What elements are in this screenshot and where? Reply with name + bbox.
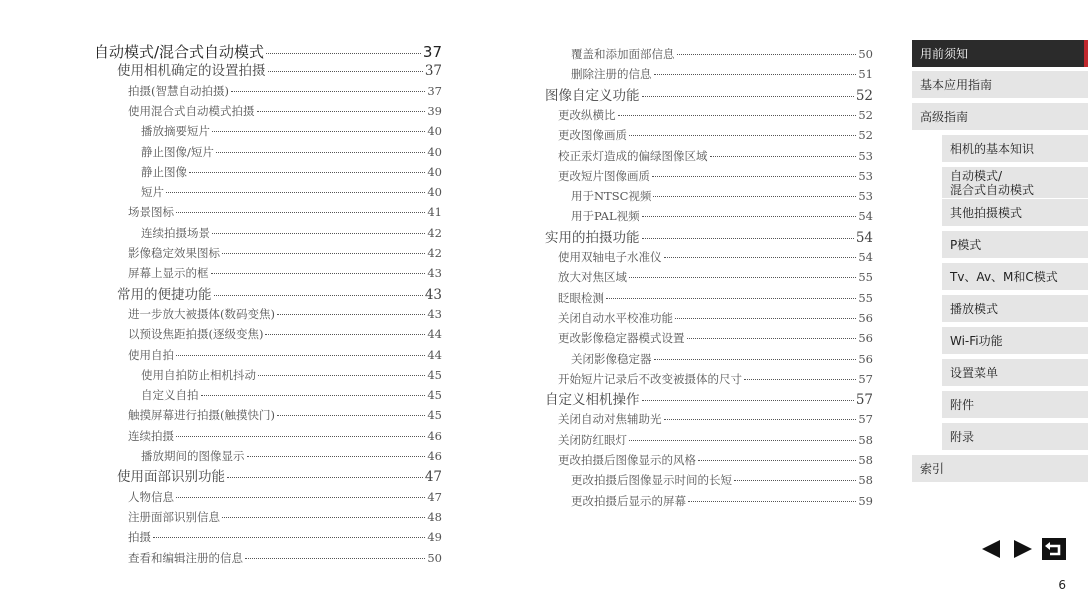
toc-page-number: 54 [858, 250, 873, 264]
toc-page-number: 54 [855, 229, 873, 246]
toc-entry-title: 覆盖和添加面部信息 [571, 47, 675, 61]
dot-leader [222, 517, 425, 518]
dot-leader [652, 176, 856, 177]
page-navigation [980, 538, 1066, 562]
sidebar-tab-label: 附件 [950, 397, 975, 412]
toc-entry-title: 删除注册的信息 [571, 67, 652, 82]
sidebar-tab-label: 相机的基本知识 [950, 141, 1035, 156]
toc-page-number: 40 [427, 124, 442, 139]
sidebar-tab-label: Wi-Fi功能 [950, 333, 1003, 348]
toc-entry[interactable] [94, 306, 442, 321]
toc-entry[interactable] [545, 351, 873, 366]
sidebar-tab[interactable] [942, 135, 1088, 162]
sidebar-tab[interactable] [912, 71, 1088, 98]
dot-leader [698, 460, 856, 461]
toc-entry[interactable] [545, 148, 873, 163]
sidebar-tab[interactable] [942, 199, 1088, 226]
toc-entry[interactable] [94, 286, 442, 303]
next-page-icon[interactable] [1012, 538, 1034, 564]
dot-leader [629, 277, 856, 278]
toc-entry[interactable] [545, 272, 873, 284]
toc-page-number: 37 [424, 63, 442, 80]
toc-entry-title: 触摸屏幕进行拍摄(触摸快门) [128, 408, 275, 423]
toc-entry[interactable] [545, 371, 873, 386]
sidebar-tab[interactable] [912, 455, 1088, 482]
toc-entry-title: 自动模式/混合式自动模式 [94, 43, 265, 61]
dot-leader [687, 338, 857, 339]
toc-entry-title: 人物信息 [128, 489, 174, 504]
toc-entry[interactable] [94, 471, 442, 485]
dot-leader [216, 152, 425, 153]
dot-leader [642, 216, 857, 217]
dot-leader [268, 71, 423, 72]
toc-entry[interactable] [94, 410, 442, 422]
prev-page-icon[interactable] [980, 538, 1002, 564]
toc-entry[interactable] [94, 532, 442, 544]
toc-entry-title: 自定义自拍 [141, 388, 199, 403]
toc-entry-title: 使用自拍 [128, 347, 174, 362]
toc-entry-title: 播放摘要短片 [141, 124, 210, 139]
toc-page-number: 56 [858, 351, 873, 366]
dot-leader [227, 477, 423, 478]
toc-entry-title: 连续拍摄场景 [141, 225, 210, 240]
toc-page-number: 42 [427, 225, 442, 240]
toc-entry[interactable] [545, 211, 873, 223]
dot-leader [654, 359, 857, 360]
toc-page-number: 56 [858, 310, 873, 325]
sidebar-tab[interactable] [912, 103, 1088, 130]
toc-entry[interactable] [94, 428, 442, 443]
toc-entry[interactable] [94, 126, 442, 138]
toc-entry-title: 更改图像画质 [558, 128, 627, 143]
dot-leader [153, 537, 425, 538]
toc-entry-title: 静止图像/短片 [141, 144, 214, 159]
toc-entry-title: 自定义相机操作 [545, 392, 640, 409]
sidebar-tab[interactable] [942, 295, 1088, 322]
toc-page-number: 58 [858, 473, 873, 488]
toc-entry[interactable] [545, 191, 873, 203]
dot-leader [642, 238, 854, 239]
toc-page-number: 57 [858, 412, 873, 427]
dot-leader [212, 233, 425, 234]
dot-leader [176, 355, 425, 356]
sidebar-tab[interactable] [942, 423, 1088, 450]
dot-leader [189, 172, 425, 173]
sidebar-tab[interactable] [942, 327, 1088, 354]
dot-leader [606, 298, 856, 299]
toc-entry-title: 影像稳定效果图标 [128, 246, 220, 260]
dot-leader [277, 415, 425, 416]
toc-entry-title: 校正汞灯造成的偏绿图像区域 [558, 148, 708, 163]
toc-entry-title: 开始短片记录后不改变被摄体的尺寸 [558, 371, 742, 386]
toc-entry-title: 查看和编辑注册的信息 [128, 550, 243, 565]
toc-entry-title: 图像自定义功能 [545, 87, 640, 104]
toc-entry-title: 常用的便捷功能 [117, 286, 212, 303]
dot-leader [688, 501, 856, 502]
toc-entry[interactable] [545, 49, 873, 61]
toc-entry-title: 放大对焦区域 [558, 270, 627, 285]
toc-entry[interactable] [545, 493, 873, 508]
toc-entry-title: 更改拍摄后图像显示时间的长短 [571, 473, 732, 488]
toc-entry-title: 关闭自动水平校准功能 [558, 310, 673, 325]
dot-leader [176, 436, 425, 437]
toc-entry-title: 连续拍摄 [128, 428, 174, 443]
page-number: 6 [1058, 578, 1066, 592]
return-icon[interactable] [1042, 538, 1066, 564]
toc-entry[interactable] [545, 252, 873, 264]
dot-leader [744, 379, 856, 380]
toc-entry[interactable] [94, 390, 442, 402]
toc-entry[interactable] [94, 550, 442, 565]
dot-leader [176, 497, 425, 498]
toc-page-number: 41 [427, 205, 442, 220]
toc-entry[interactable] [94, 45, 442, 60]
toc-page-number: 55 [858, 290, 873, 305]
toc-entry-title: 更改拍摄后图像显示的风格 [558, 453, 696, 467]
sidebar-tab[interactable] [942, 263, 1088, 290]
dot-leader [257, 111, 426, 112]
toc-page-number: 57 [858, 371, 873, 386]
dot-leader [266, 53, 421, 54]
toc-entry[interactable] [94, 248, 442, 260]
toc-page-number: 37 [427, 83, 442, 98]
toc-page-number: 40 [427, 144, 442, 159]
toc-page-number: 45 [427, 408, 442, 423]
toc-page-number: 46 [427, 428, 442, 443]
dot-leader [642, 96, 854, 97]
toc-entry[interactable] [94, 451, 442, 463]
sidebar-tab-label: 设置菜单 [950, 365, 999, 380]
toc-page-number: 59 [858, 493, 873, 508]
dot-leader [629, 440, 856, 441]
dot-leader [653, 196, 856, 197]
toc-page-number: 58 [858, 453, 873, 467]
toc-entry-title: 关闭自动对焦辅助光 [558, 412, 662, 427]
toc-page-number: 42 [427, 246, 442, 260]
toc-entry[interactable] [94, 509, 442, 524]
sidebar-tab[interactable] [942, 167, 1088, 198]
toc-entry[interactable] [94, 187, 442, 199]
toc-page-number: 47 [427, 489, 442, 504]
dot-leader [245, 558, 425, 559]
toc-entry[interactable] [94, 347, 442, 362]
toc-page-number: 43 [424, 286, 442, 303]
toc-entry-title: 实用的拍摄功能 [545, 229, 640, 246]
sidebar-tab[interactable] [942, 359, 1088, 386]
dot-leader [277, 314, 425, 315]
toc-page-number: 44 [427, 327, 442, 342]
toc-entry[interactable] [94, 144, 442, 159]
dot-leader [642, 400, 854, 401]
toc-entry-title: 播放期间的图像显示 [141, 449, 245, 463]
toc-page-number: 53 [858, 148, 873, 163]
toc-page-number: 37 [422, 43, 442, 61]
dot-leader [166, 192, 425, 193]
toc-entry[interactable] [94, 268, 442, 280]
toc-entry-title: 静止图像 [141, 164, 187, 179]
toc-entry-title: 短片 [141, 185, 164, 200]
toc-entry[interactable] [94, 207, 442, 219]
toc-entry-title: 屏幕上显示的框 [128, 266, 209, 281]
toc-page-number: 45 [427, 367, 442, 382]
toc-entry-title: 进一步放大被摄体(数码变焦) [128, 306, 275, 321]
toc-entry-title: 更改影像稳定器模式设置 [558, 331, 685, 346]
toc-entry[interactable] [94, 329, 442, 341]
toc-entry[interactable] [545, 69, 873, 81]
toc-entry[interactable] [94, 103, 442, 118]
dot-leader [231, 91, 425, 92]
dot-leader [677, 54, 857, 55]
dot-leader [247, 456, 426, 457]
toc-entry[interactable] [545, 290, 873, 305]
dot-leader [176, 212, 425, 213]
toc-entry-title: 使用面部识别功能 [117, 469, 225, 486]
toc-page-number: 40 [427, 164, 442, 179]
toc-entry[interactable] [545, 107, 873, 122]
sidebar-tab-label: 索引 [920, 461, 945, 476]
dot-leader [265, 334, 425, 335]
sidebar-tab-label: 基本应用指南 [920, 77, 993, 92]
sidebar-tab-label: 用前须知 [920, 46, 969, 61]
toc-entry[interactable] [94, 489, 442, 504]
dot-leader [664, 257, 857, 258]
toc-page-number: 47 [424, 469, 442, 486]
toc-entry-title: 拍摄 [128, 530, 151, 545]
sidebar-tab[interactable] [942, 391, 1088, 418]
dot-leader [211, 273, 426, 274]
dot-leader [664, 419, 857, 420]
toc-page-number: 53 [858, 168, 873, 183]
toc-entry[interactable] [545, 229, 873, 246]
dot-leader [710, 156, 857, 157]
sidebar-tab-label: 高级指南 [920, 109, 969, 124]
sidebar-tab[interactable] [912, 40, 1088, 67]
dot-leader [258, 375, 425, 376]
toc-entry-title: 以预设焦距拍摄(逐级变焦) [128, 327, 264, 342]
toc-page-number: 52 [858, 107, 873, 122]
sidebar-tab-label: 自动模式/ 混合式自动模式 [950, 168, 1035, 197]
dot-leader [212, 131, 425, 132]
toc-entry-title: 更改短片图像画质 [558, 168, 650, 183]
sidebar-tab-label: 播放模式 [950, 301, 999, 316]
dot-leader [222, 253, 425, 254]
toc-page-number: 50 [427, 550, 442, 565]
toc-page-number: 49 [427, 530, 442, 545]
toc-entry-title: 关闭影像稳定器 [571, 351, 652, 366]
toc-entry-title: 注册面部识别信息 [128, 509, 220, 524]
toc-entry-title: 拍摄(智慧自动拍摄) [128, 83, 229, 98]
toc-page-number: 55 [858, 270, 873, 285]
toc-entry[interactable] [545, 455, 873, 467]
sidebar-tab-label: P模式 [950, 237, 982, 252]
toc-entry-title: 更改纵横比 [558, 107, 616, 122]
sidebar-tab-label: 附录 [950, 429, 975, 444]
toc-page-number: 53 [858, 189, 873, 204]
toc-entry-title: 使用自拍防止相机抖动 [141, 367, 256, 382]
toc-page-number: 48 [427, 509, 442, 524]
toc-page-number: 39 [427, 103, 442, 118]
toc-entry-title: 使用相机确定的设置拍摄 [117, 63, 266, 80]
sidebar-tab[interactable] [942, 231, 1088, 258]
toc-entry[interactable] [94, 164, 442, 179]
sidebar-tab-label: Tv、Av、M和C模式 [950, 269, 1058, 284]
toc-entry[interactable] [545, 87, 873, 104]
toc-entry-title: 关闭防红眼灯 [558, 432, 627, 447]
toc-entry[interactable] [545, 475, 873, 487]
toc-page-number: 45 [427, 388, 442, 403]
dot-leader [734, 480, 856, 481]
toc-entry[interactable] [545, 432, 873, 447]
toc-page-number: 40 [427, 185, 442, 200]
toc-entry[interactable] [545, 394, 873, 408]
sidebar-tab-label: 其他拍摄模式 [950, 205, 1023, 220]
toc-page-number: 52 [855, 87, 873, 104]
toc-page-number: 43 [427, 266, 442, 281]
toc-page-number: 56 [858, 331, 873, 346]
toc-entry[interactable] [545, 414, 873, 426]
toc-page-number: 51 [858, 67, 873, 82]
toc-entry-title: 使用双轴电子水准仪 [558, 250, 662, 264]
toc-entry-title: 用于NTSC视频 [571, 189, 652, 204]
dot-leader [201, 395, 426, 396]
toc-entry[interactable] [94, 225, 442, 240]
toc-entry-title: 更改拍摄后显示的屏幕 [571, 493, 686, 508]
toc-page-number: 54 [858, 209, 873, 224]
dot-leader [618, 115, 857, 116]
toc-entry[interactable] [545, 333, 873, 345]
toc-entry[interactable] [94, 83, 442, 98]
toc-entry[interactable] [545, 130, 873, 142]
toc-entry[interactable] [545, 168, 873, 183]
toc-page-number: 58 [858, 432, 873, 447]
toc-entry[interactable] [94, 65, 442, 79]
toc-page-number: 57 [855, 392, 873, 409]
toc-entry-title: 使用混合式自动模式拍摄 [128, 103, 255, 118]
toc-entry[interactable] [545, 310, 873, 325]
toc-page-number: 52 [858, 128, 873, 143]
toc-page-number: 50 [858, 47, 873, 61]
dot-leader [654, 74, 857, 75]
toc-entry-title: 用于PAL视频 [571, 209, 640, 224]
toc-entry[interactable] [94, 367, 442, 382]
toc-page-number: 44 [427, 347, 442, 362]
toc-page-number: 46 [427, 449, 442, 463]
dot-leader [629, 135, 856, 136]
dot-leader [214, 295, 423, 296]
dot-leader [675, 318, 856, 319]
toc-entry-title: 眨眼检测 [558, 290, 604, 305]
toc-page-number: 43 [427, 306, 442, 321]
toc-entry-title: 场景图标 [128, 205, 174, 220]
